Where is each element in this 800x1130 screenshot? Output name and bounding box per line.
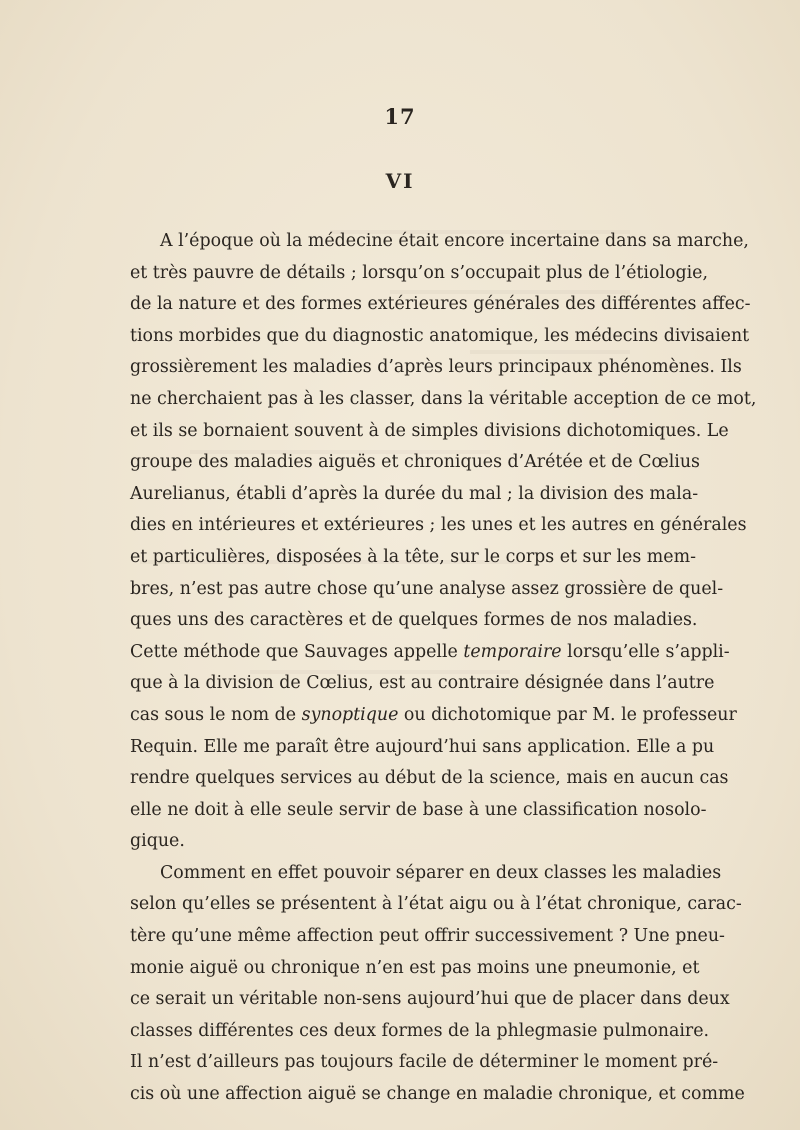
text-body <box>130 226 757 1111</box>
text-line: monie aiguë ou chronique n’en est pas moins une pneumonie, et <box>130 957 700 978</box>
text-line: de la nature et des formes extérieures générales des différentes affec- <box>130 294 751 315</box>
text-line: ne cherchaient pas à les classer, dans la véritable acception de ce mot, <box>130 388 757 409</box>
text-line: elle ne doit à elle seule servir de base à une classification nosolo- <box>130 799 707 820</box>
text-line: rendre quelques services au début de la science, mais en aucun cas <box>130 768 729 789</box>
text-line: classes différentes ces deux formes de la phlegmasie pulmonaire. <box>130 1020 710 1041</box>
text-line: ques uns des caractères et de quelques formes de nos maladies. <box>130 610 698 631</box>
emphasis-synoptique: synoptique <box>301 704 399 725</box>
text-line: groupe des maladies aiguës et chroniques d’Arétée et de Cœlius <box>130 452 700 473</box>
text-line: et ils se bornaient souvent à de simples divisions dichotomiques. Le <box>130 420 729 441</box>
paragraph-1 <box>130 226 757 858</box>
text-line: ce serait un véritable non-sens aujourd’hui que de placer dans deux <box>130 989 730 1010</box>
text-line: cis où une affection aiguë se change en maladie chronique, et comme <box>130 1084 745 1105</box>
paragraph-2 <box>130 858 745 1111</box>
text-line <box>130 637 730 669</box>
text-line: Requin. Elle me paraît être aujourd’hui sans application. Elle a pu <box>130 736 715 757</box>
text-line <box>130 700 737 732</box>
text-run: ou dichotomique par M. le professeur <box>398 704 737 725</box>
text-line: A l’époque où la médecine était encore incertaine dans sa marche, <box>160 231 749 251</box>
chapter-heading: VI <box>385 169 415 193</box>
text-run: cas sous le nom de <box>130 704 302 725</box>
text-line: grossièrement les maladies d’après leurs principaux phénomènes. Ils <box>130 357 742 378</box>
text-line: dies en intérieures et extérieures ; les unes et les autres en générales <box>130 515 747 536</box>
text-line: que à la division de Cœlius, est au contraire désignée dans l’autre <box>130 673 715 694</box>
text-line: tère qu’une même affection peut offrir successivement ? Une pneu- <box>130 926 725 947</box>
text-line: Comment en effet pouvoir séparer en deux classes les maladies <box>160 862 722 883</box>
text-line: et particulières, disposées à la tête, sur le corps et sur les mem- <box>130 546 696 567</box>
emphasis-temporaire: temporaire <box>463 641 562 662</box>
page-number: 17 <box>384 104 416 129</box>
text-run: Cette méthode que Sauvages appelle <box>130 641 464 662</box>
text-run: lorsqu’elle s’appli- <box>561 641 730 662</box>
text-line: bres, n’est pas autre chose qu’une analyse assez grossière de quel- <box>130 578 724 599</box>
text-line: tions morbides que du diagnostic anatomique, les médecins divisaient <box>130 325 750 346</box>
text-line: selon qu’elles se présentent à l’état aigu ou à l’état chronique, carac- <box>130 894 742 915</box>
text-line: Aurelianus, établi d’après la durée du mal ; la division des mala- <box>130 483 699 504</box>
text-line: et très pauvre de détails ; lorsqu’on s’occupait plus de l’étiologie, <box>130 262 708 283</box>
text-line: Il n’est d’ailleurs pas toujours facile de déterminer le moment pré- <box>130 1052 719 1073</box>
text-line: gique. <box>130 831 185 852</box>
